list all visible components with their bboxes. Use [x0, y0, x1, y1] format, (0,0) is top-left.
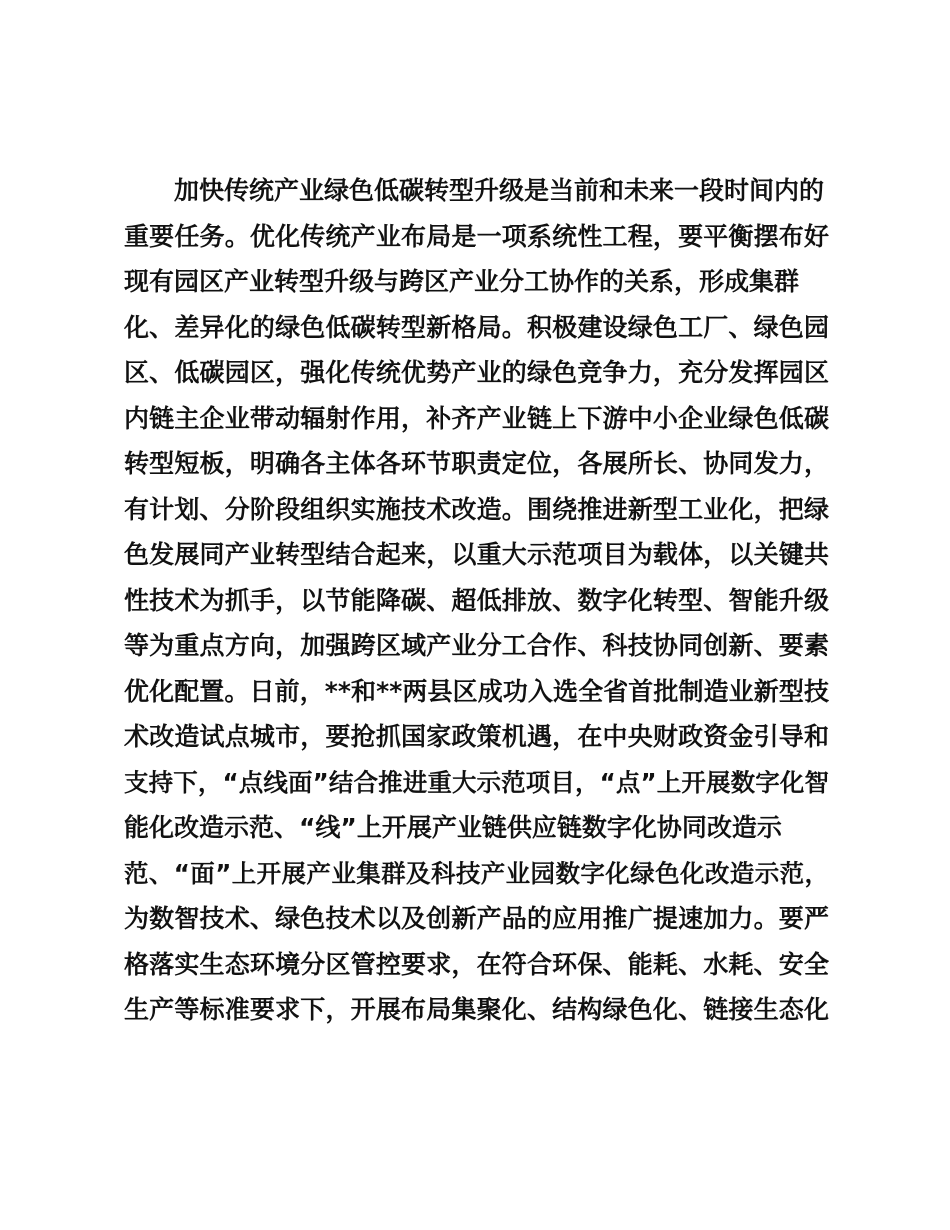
text-line: 区、低碳园区，强化传统优势产业的绿色竞争力，充分发挥园区: [124, 358, 829, 387]
text-line: 等为重点方向，加强跨区域产业分工合作、科技协同创新、要素: [124, 631, 829, 660]
text-line: 转型短板，明确各主体各环节职责定位，各展所长、协同发力，: [124, 449, 829, 478]
text-line: 化、差异化的绿色低碳转型新格局。积极建设绿色工厂、绿色园: [124, 312, 829, 342]
text-line: 为数智技术、绿色技术以及创新产品的应用推广提速加力。要严: [124, 904, 829, 933]
text-line: 范、“面”上开展产业集群及科技产业园数字化绿色化改造示范，: [124, 858, 829, 888]
text-line: 内链主企业带动辐射作用，补齐产业链上下游中小企业绿色低碳: [124, 403, 829, 433]
text-line: 性技术为抓手，以节能降碳、超低排放、数字化转型、智能升级: [124, 585, 829, 615]
text-line: 有计划、分阶段组织实施技术改造。围绕推进新型工业化，把绿: [124, 494, 829, 524]
text-line: 优化配置。日前，**和**两县区成功入选全省首批制造业新型技: [124, 676, 829, 706]
body-paragraph: [124, 168, 829, 1033]
text-line: 重要任务。优化传统产业布局是一项系统性工程，要平衡摆布好: [124, 221, 829, 251]
text-line: 支持下，“点线面”结合推进重大示范项目，“点”上开展数字化智: [124, 767, 829, 797]
text-line: 加快传统产业绿色低碳转型升级是当前和未来一段时间内的: [124, 176, 825, 205]
text-line: 生产等标准要求下，开展布局集聚化、结构绿色化、链接生态化: [124, 995, 829, 1024]
text-line: 能化改造示范、“线”上开展产业链供应链数字化协同改造示: [124, 813, 782, 842]
text-line: 格落实生态环境分区管控要求，在符合环保、能耗、水耗、安全: [124, 949, 829, 979]
text-line: 现有园区产业转型升级与跨区产业分工协作的关系，形成集群: [124, 267, 800, 296]
text-line: 术改造试点城市，要抢抓国家政策机遇，在中央财政资金引导和: [124, 722, 829, 751]
text-line: 色发展同产业转型结合起来，以重大示范项目为载体，以关键共: [124, 540, 829, 569]
